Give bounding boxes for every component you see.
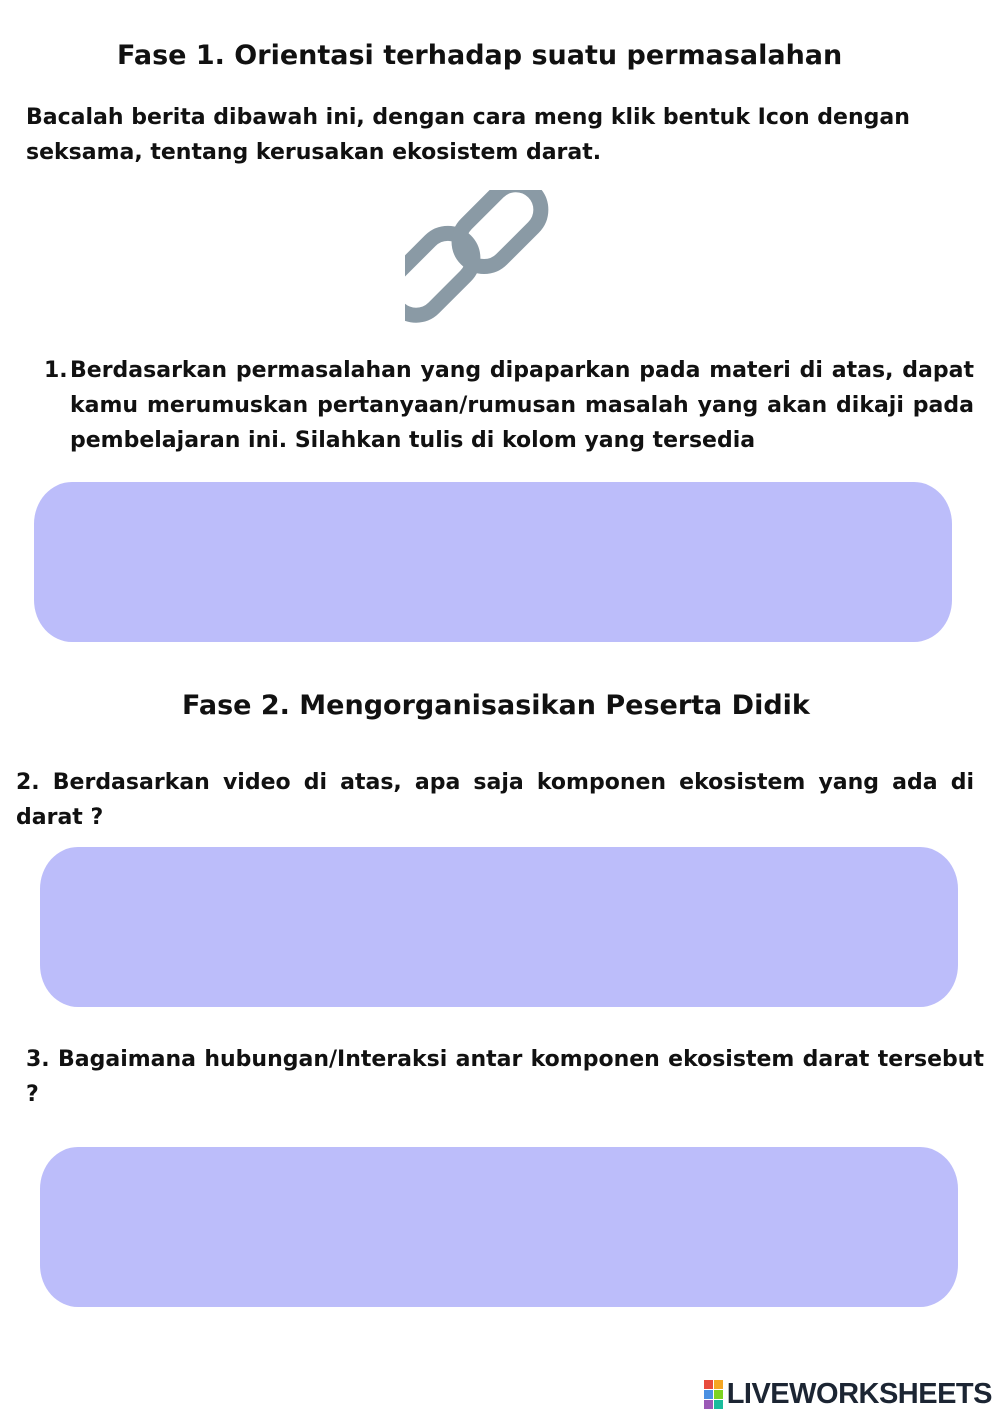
brand-text: LIVEWORKSHEETS xyxy=(726,1377,992,1410)
question-1 xyxy=(44,353,974,458)
answer-box-1[interactable] xyxy=(34,482,952,642)
question-2-text: 2. Berdasarkan video di atas, apa saja komponen ekosistem yang ada di darat ? xyxy=(16,770,974,830)
question-1-number: 1. xyxy=(44,358,68,383)
question-1-text: Berdasarkan permasalahan yang dipaparkan pada materi di atas, dapat kamu merumuskan pertanyaan/rumusan masalah yang akan dikaji pada pembelajaran ini. Silahkan tulis di kolom yang tersedia xyxy=(70,358,974,453)
answer-box-3[interactable] xyxy=(40,1147,958,1307)
liveworksheets-logo-icon xyxy=(704,1380,723,1409)
liveworksheets-brand xyxy=(704,1374,992,1414)
intro-text: Bacalah berita dibawah ini, dengan cara meng klik bentuk Icon dengan seksama, tentang kerusakan ekosistem darat. xyxy=(26,105,910,165)
question-3-text: 3. Bagaimana hubungan/Interaksi antar komponen ekosistem darat tersebut ? xyxy=(26,1047,984,1107)
link-icon[interactable] xyxy=(405,190,565,340)
answer-box-2[interactable] xyxy=(40,847,958,1007)
phase1-title: Fase 1. Orientasi terhadap suatu permasalahan xyxy=(117,40,843,71)
phase2-title: Fase 2. Mengorganisasikan Peserta Didik xyxy=(182,690,810,721)
